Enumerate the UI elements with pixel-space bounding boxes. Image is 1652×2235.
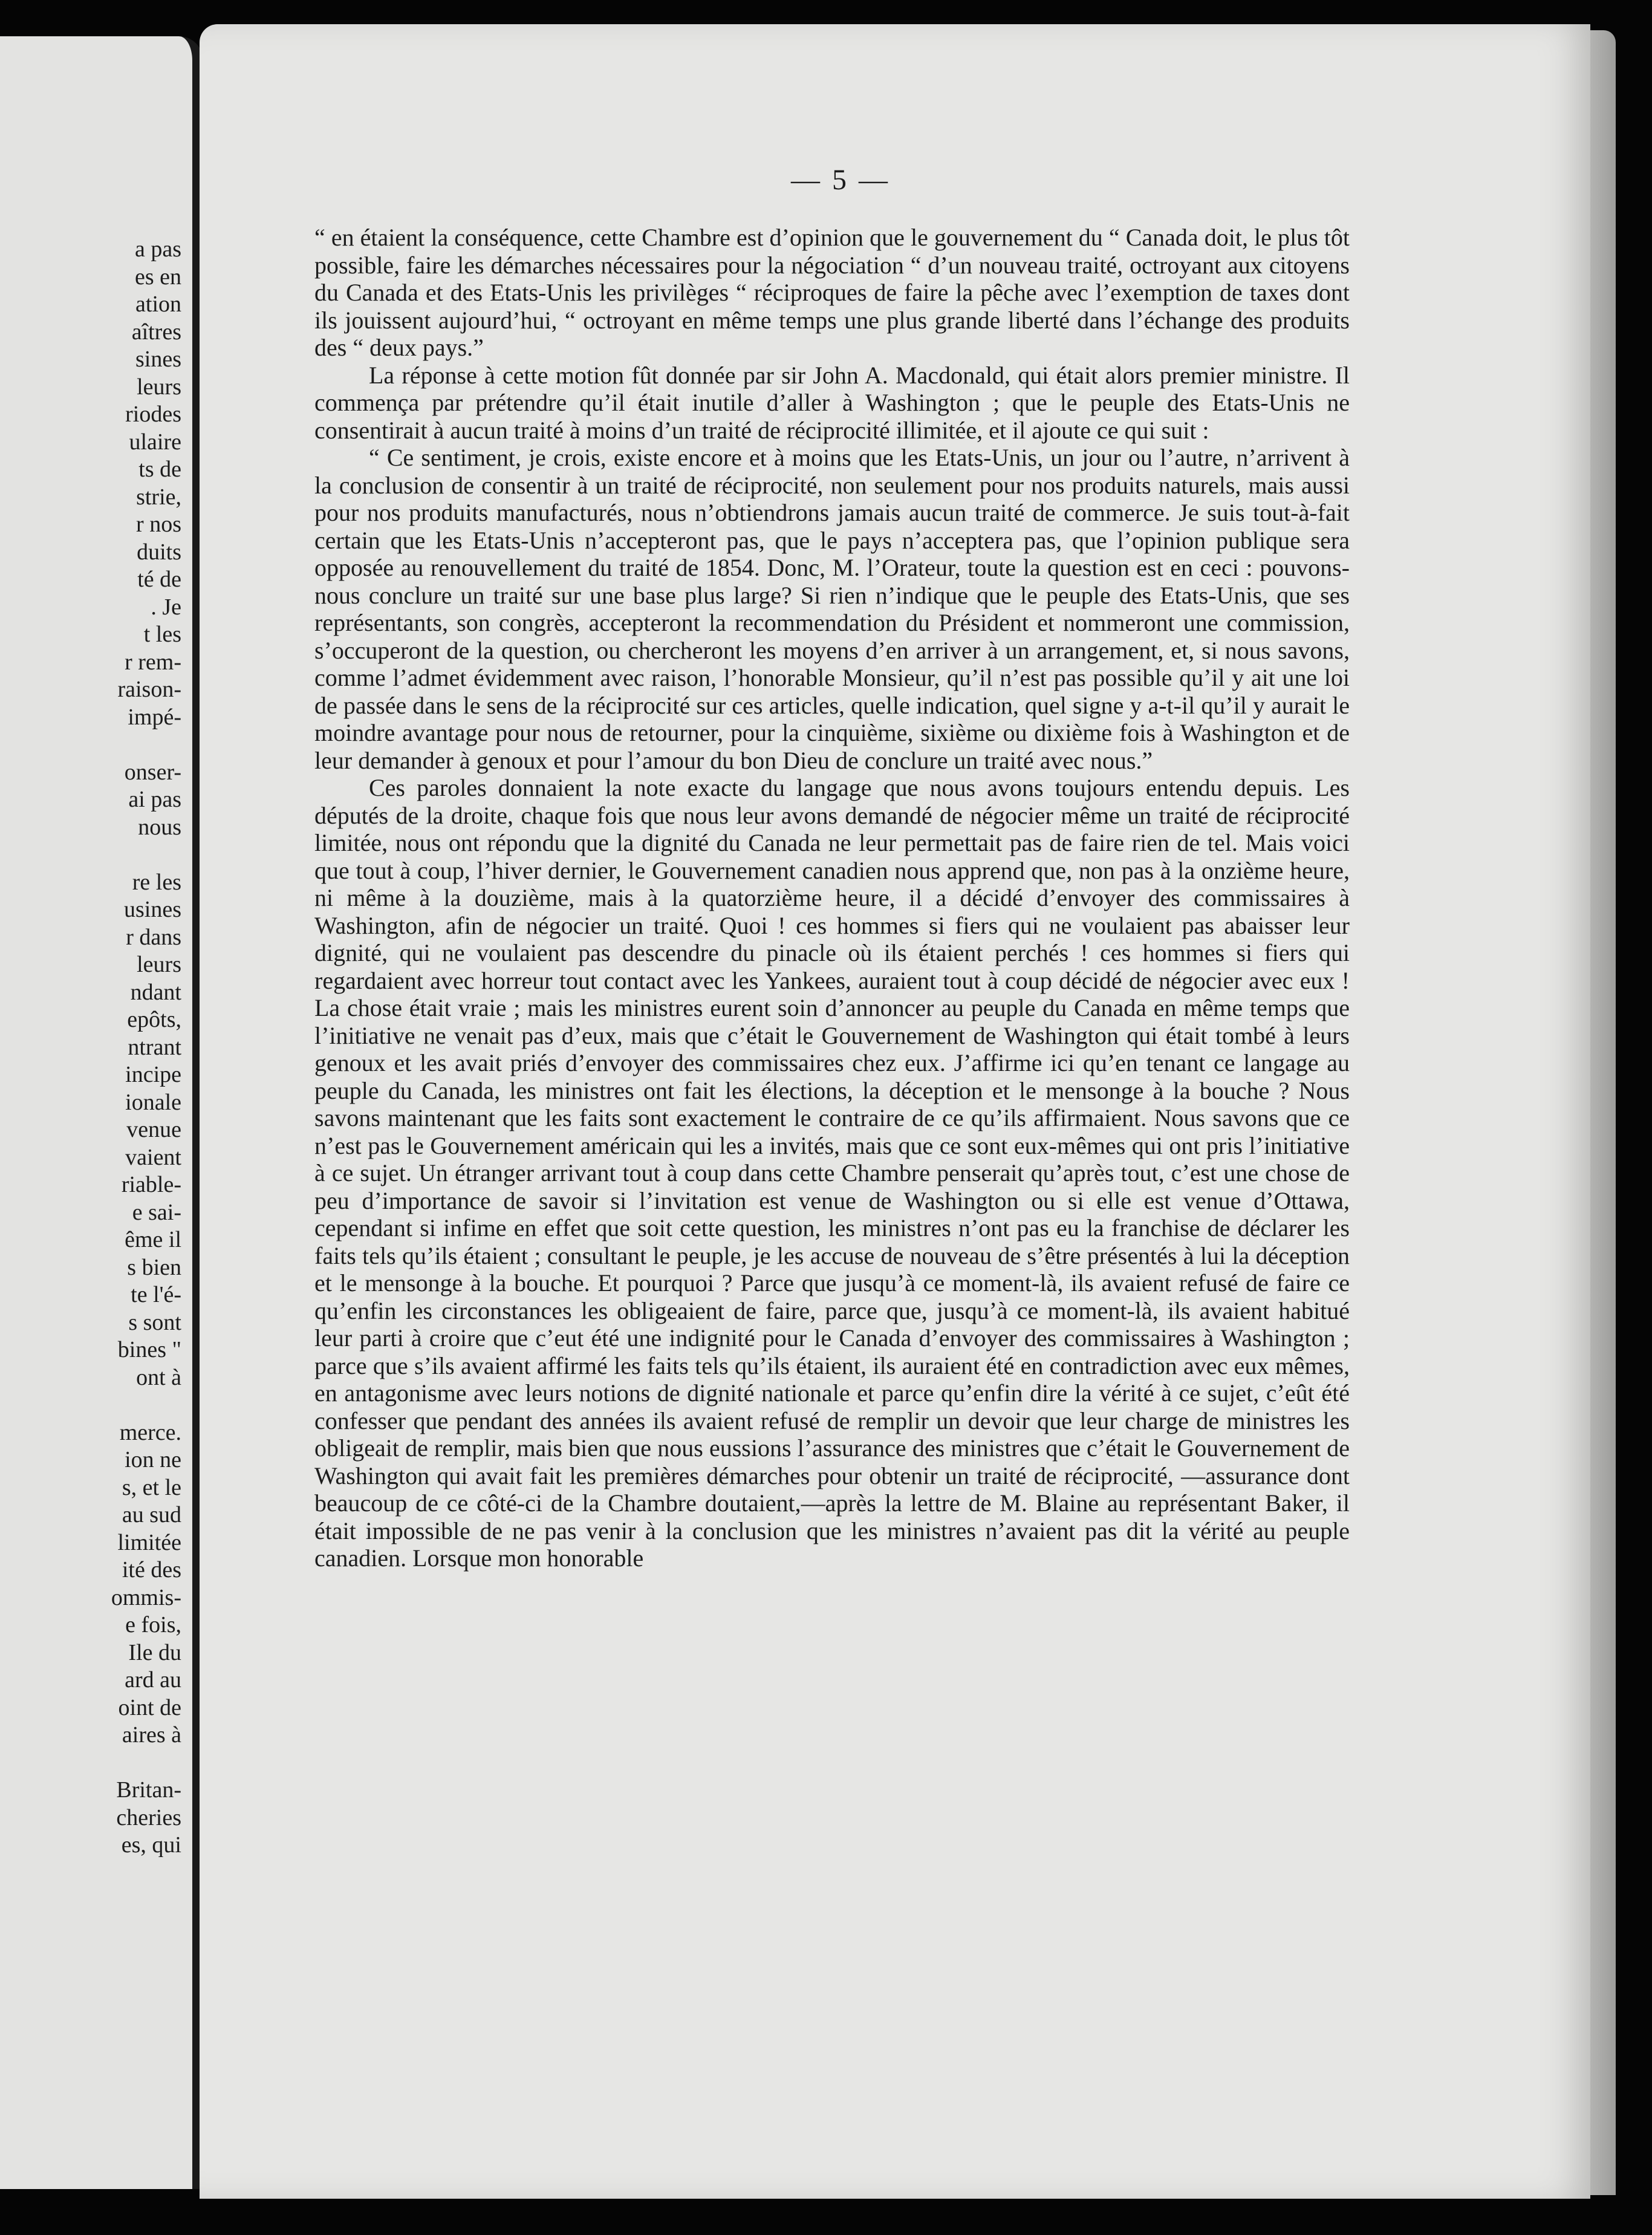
facing-page-text: a pas es en ation aîtres sines leurs riodes ulaire ts de strie, r nos duits té de . Je t les r rem- raison- impé- onser- ai pas nous re les usines r dans leurs ndant epôts, ntrant incipe ionale venue vaient riable- e sai- ême il s bien te l'é- s sont bines " ont à merce. ion ne s, et le au sud limitée ité des ommis- e fois, Ile du ard au oint de aires à Britan- cheries es, qui bbox=[111, 236, 181, 1858]
facing-page-fragment bbox=[0, 36, 203, 2189]
paragraph-quote-end: “ en étaient la conséquence, cette Chambre est d’opinion que le gouvernement du “ Canada doit, le plus tôt possible, faire les démarches nécessaires pour la négociation “ d’un nouveau traité, octroyant aux citoyens du Canada et des Etats-Unis les privilèges “ réciproques de faire la pêche avec l’exemption de taxes dont ils jouissent aujourd’hui, “ octroyant en même temps une plus grande liberté dans l’échange des produits des “ deux pays.” bbox=[314, 224, 1350, 361]
paragraph-macdonald-reply: La réponse à cette motion fût donnée par sir John A. Macdonald, qui était alors premier ministre. Il commença par prétendre qu’il était inutile d’aller à Washington ; que le peuple des Etats-Unis ne consentirait à aucun traité à moins d’un traité de réciprocité illimitée, et il ajoute ce qui suit : bbox=[314, 361, 1350, 444]
document-body bbox=[314, 224, 1350, 1572]
page-number: — 5 — bbox=[791, 164, 890, 196]
paragraph-commentary: Ces paroles donnaient la note exacte du langage que nous avons toujours entendu depuis. Les députés de la droite, chaque fois que nous leur avons demandé de négocier même un traité de réciprocité limitée, nous ont répondu que la dignité du Canada ne leur permettait pas de faire rien de tel. Mais voici que tout à coup, l’hiver dernier, le Gouvernement canadien nous apprend que, non pas à la onzième heure, ni même à la douzième, mais à la quatorzième heure, il a décidé d’envoyer des commissaires à Washington, afin de négocier un traité. Quoi ! ces hommes si fiers qui ne voulaient pas abaisser leur dignité, qui ne voulaient pas descendre du pinacle où ils étaient perchés ! ces hommes si fiers qui regardaient avec horreur tout contact avec les Yankees, auraient tout à coup décidé de négocier avec eux ! La chose était vraie ; mais les ministres eurent soin d’annoncer au peuple du Canada en même temps que l’initiative ne venait pas d’eux, mais que c’était le Gouvernement de Washington qui était tombé à leurs genoux et les avait priés d’envoyer des commissaires chez eux. J’affirme ici qu’en tenant ce langage au peuple du Canada, les ministres ont fait les élections, la déception et le mensonge à la bouche ? Nous savons maintenant que les faits sont exactement le contraire de ce qu’ils affirmaient. Nous savons que ce n’est pas le Gouvernement américain qui les a invités, mais que ce sont eux-mêmes qui ont pris l’initiative à ce sujet. Un étranger arrivant tout à coup dans cette Chambre penserait qu’après tout, c’est une chose de peu d’importance de savoir si l’invitation est venue de Washington ou si elle est venue d’Ottawa, cependant si infime en effet que soit cette question, les ministres n’ont pas eu la franchise de déclarer les faits tels qu’ils étaient ; consultant le peuple, je les accuse de nouveau de s’être présentés à lui la déception et le mensonge à la bouche. Et pourquoi ? Parce que jusqu’à ce moment-là, ils avaient refusé de faire ce qu’enfin les circonstances les obligeaient de faire, parce que, jusqu’à ce moment-là, ils avaient habitué leur parti à croire que c’eut été une indignité pour le Canada d’envoyer des commissaires à Washington ; parce que s’ils avaient affirmé les faits tels qu’ils étaient, ils auraient été en contradiction avec eux mêmes, en antagonisme avec leurs notions de dignité nationale et parce qu’enfin dire la vérité à ce sujet, c’eût été confesser que pendant des années ils avaient refusé de remplir un devoir que leur charge de ministres les obligeait de remplir, mais bien que nous eussions l’assurance des ministres que c’était le Gouvernement de Washington qui avait fait les premières démarches pour obtenir un traité de réciprocité, —assurance dont beaucoup de ce côté-ci de la Chambre doutaient,—après la lettre de M. Blaine au représentant Baker, il était impossible de ne pas venir à la conclusion que les ministres n’avaient pas dit la vérité au peuple canadien. Lorsque mon honorable bbox=[314, 774, 1350, 1572]
paragraph-macdonald-quote: “ Ce sentiment, je crois, existe encore et à moins que les Etats-Unis, un jour ou l’autre, n’arrivent à la conclusion de consentir à un traité de réciprocité, non seulement pour nos produits naturels, mais aussi pour nos produits manufacturés, nous n’obtiendrons jamais aucun traité de commerce. Je suis tout-à-fait certain que les Etats-Unis n’accepteront pas, que le pays n’acceptera pas, que l’opinion publique sera opposée au renouvellement du traité de 1854. Donc, M. l’Orateur, toute la question est en ceci : pouvons-nous conclure un traité sur une base plus large? Si rien n’indique que le peuple des Etats-Unis, que ses représentants, son congrès, accepteront la recommendation du Président et nommeront une commission, s’occuperont de la question, ou chercheront les moyens d’en arriver à un arrangement, et, si nous savons, comme l’admet évidemment avec raison, l’honorable Monsieur, qu’il n’est pas possible qu’il y ait une loi de passée dans le sens de la réciprocité sur ces articles, quelle indication, quel signe y a-t-il qu’il y aurait le moindre avantage pour nous de retourner, pour la cinquième, sixième ou dixième fois à Washington et de leur demander à genoux et pour l’amour du bon Dieu de conclure un traité avec nous.” bbox=[314, 444, 1350, 774]
